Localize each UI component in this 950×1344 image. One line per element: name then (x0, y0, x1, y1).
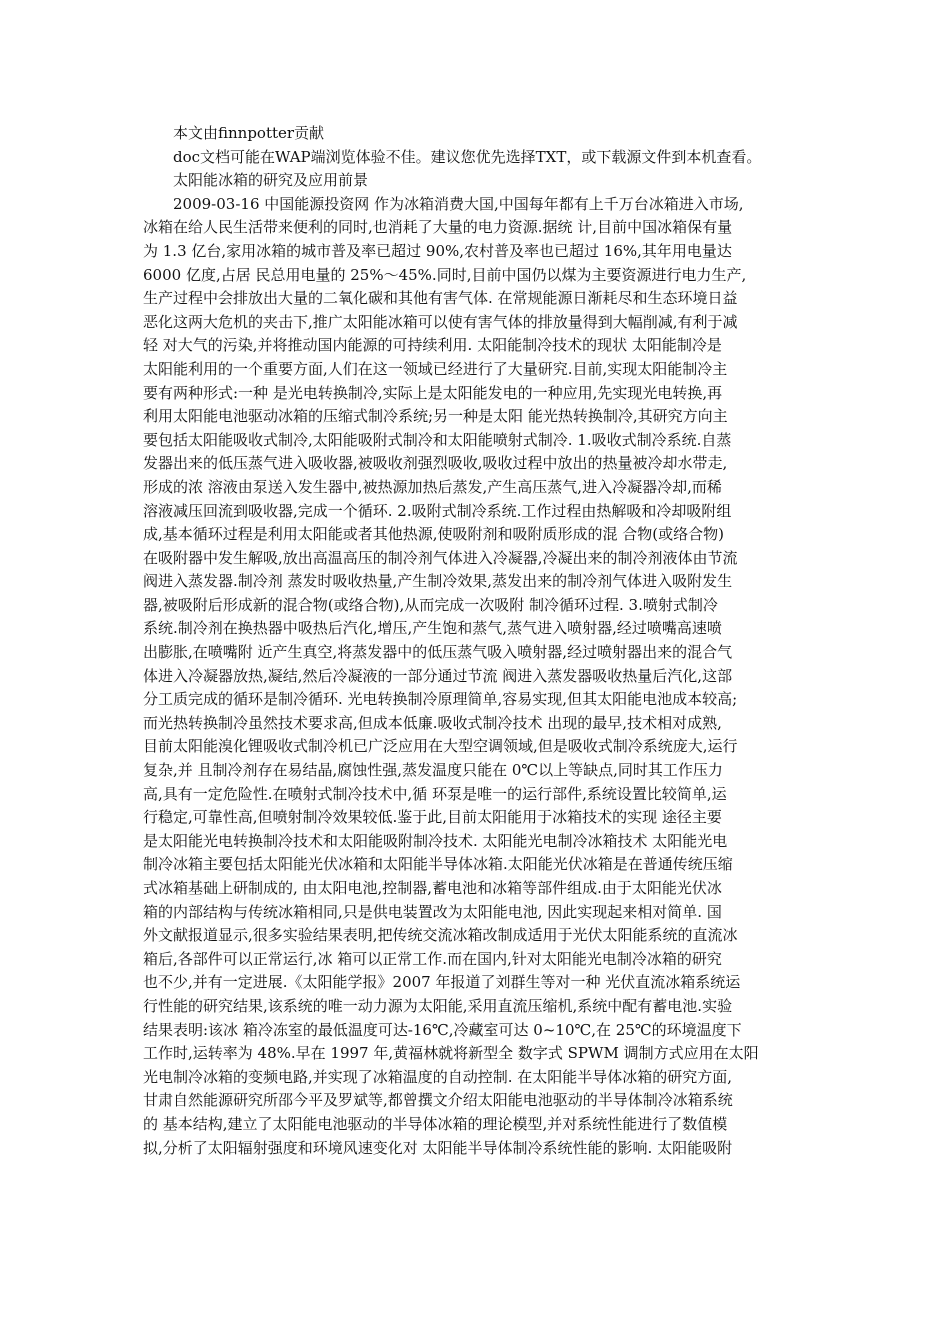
body-text-line: 6000 亿度,占居 民总用电量的 25%～45%.同时,目前中国仍以煤为主要资源进行电力生产, (143, 265, 747, 284)
body-text-line: 生产过程中会排放出大量的二氧化碳和其他有害气体. 在常规能源日渐耗尽和生态环境日益 (143, 289, 738, 308)
body-text-line: 为 1.3 亿台,家用冰箱的城市普及率已超过 90%,农村普及率也已超过 16%,其年用电量达 (143, 241, 732, 260)
body-text-line: 而光热转换制冷虽然技术要求高,但成本低廉.吸收式制冷技术 出现的最早,技术相对成熟, (143, 713, 722, 732)
body-text-line: 工作时,运转率为 48%.早在 1997 年,黄福林就将新型全 数字式 SPWM 调制方式应用在太阳 (143, 1044, 759, 1063)
body-text-line: 的 基本结构,建立了太阳能电池驱动的半导体冰箱的理论模型,并对系统性能进行了数值模 (143, 1114, 728, 1133)
body-text-line: 分工质完成的循环是制冷循环. 光电转换制冷原理简单,容易实现,但其太阳能电池成本较高; (143, 690, 738, 709)
body-text-line: 系统.制冷剂在换热器中吸热后汽化,增压,产生饱和蒸气,蒸气进入喷射器,经过喷嘴高速喷 (143, 619, 722, 638)
body-text-line: 光电制冷冰箱的变频电路,并实现了冰箱温度的自动控制. 在太阳能半导体冰箱的研究方面, (143, 1067, 733, 1086)
body-text-line: 箱后,各部件可以正常运行,冰 箱可以正常工作.而在国内,针对太阳能光电制冷冰箱的研究 (143, 949, 722, 968)
body-text-line: 阀进入蒸发器.制冷剂 蒸发时吸收热量,产生制冷效果,蒸发出来的制冷剂气体进入吸附发生 (143, 572, 733, 591)
format-notice: doc文档可能在WAP端浏览体验不佳。建议您优先选择TXT，或下载源文件到本机查看。 (173, 147, 762, 166)
body-text-line: 在吸附器中发生解吸,放出高温高压的制冷剂气体进入冷凝器,冷凝出来的制冷剂液体由节流 (143, 548, 738, 567)
body-text-line: 2009-03-16 中国能源投资网 作为冰箱消费大国,中国每年都有上千万台冰箱进入市场, (173, 194, 744, 213)
body-text-line: 冰箱在给人民生活带来便利的同时,也消耗了大量的电力资源.据统 计,目前中国冰箱保有量 (143, 218, 733, 237)
body-text-line: 利用太阳能电池驱动冰箱的压缩式制冷系统;另一种是太阳 能光热转换制冷,其研究方向主 (143, 407, 728, 426)
body-text-line: 是太阳能光电转换制冷技术和太阳能吸附制冷技术. 太阳能光电制冷冰箱技术 太阳能光电 (143, 831, 728, 850)
body-text-line: 甘肃自然能源研究所邵今平及罗斌等,都曾撰文介绍太阳能电池驱动的半导体制冷冰箱系统 (143, 1091, 733, 1110)
body-text-line: 复杂,并 且制冷剂存在易结晶,腐蚀性强,蒸发温度只能在 0℃以上等缺点,同时其工作压力 (143, 761, 723, 780)
article-body (143, 193, 811, 1160)
document-page (143, 122, 811, 1160)
body-text-line: 外文献报道显示,很多实验结果表明,把传统交流冰箱改制成适用于光伏太阳能系统的直流冰 (143, 926, 738, 945)
contributor-line: 本文由finnpotter贡献 (173, 124, 325, 142)
body-text-line: 发器出来的低压蒸气进入吸收器,被吸收剂强烈吸收,吸收过程中放出的热量被冷却水带走, (143, 454, 728, 473)
body-text-line: 箱的内部结构与传统冰箱相同,只是供电装置改为太阳能电池, 因此实现起来相对简单. 国 (143, 902, 722, 921)
document-title: 太阳能冰箱的研究及应用前景 (173, 171, 369, 190)
body-text-line: 出膨胀,在喷嘴附 近产生真空,将蒸发器中的低压蒸气吸入喷射器,经过喷射器出来的混合气 (143, 643, 733, 662)
body-text-line: 器,被吸附后形成新的混合物(或络合物),从而完成一次吸附 制冷循环过程. 3.喷射式制冷 (143, 595, 718, 614)
body-text-line: 要有两种形式:一种 是光电转换制冷,实际上是太阳能发电的一种应用,先实现光电转换,再 (143, 383, 723, 402)
body-text-line: 结果表明:该冰 箱冷冻室的最低温度可达-16℃,冷藏室可达 0~10℃,在 25℃的环境温度下 (143, 1020, 742, 1039)
body-text-line: 太阳能利用的一个重要方面,人们在这一领域已经进行了大量研究.目前,实现太阳能制冷主 (143, 359, 728, 378)
body-text-line: 也不少,并有一定进展.《太阳能学报》2007 年报道了刘群生等对一种 光伏直流冰箱系统运 (143, 973, 741, 992)
body-text-line: 拟,分析了太阳辐射强度和环境风速变化对 太阳能半导体制冷系统性能的影响. 太阳能吸附 (143, 1138, 733, 1157)
body-text-line: 轻 对大气的污染,并将推动国内能源的可持续利用. 太阳能制冷技术的现状 太阳能制冷是 (143, 336, 722, 355)
body-text-line: 体进入冷凝器放热,凝结,然后冷凝液的一部分通过节流 阀进入蒸发器吸收热量后汽化,这部 (143, 666, 733, 685)
body-text-line: 行稳定,可靠性高,但喷射制冷效果较低.鉴于此,目前太阳能用于冰箱技术的实现 途径主要 (143, 808, 722, 827)
body-text-line: 形成的浓 溶液由泵送入发生器中,被热源加热后蒸发,产生高压蒸气,进入冷凝器冷却,而稀 (143, 477, 722, 496)
body-text-line: 式冰箱基础上研制成的, 由太阳电池,控制器,蓄电池和冰箱等部件组成.由于太阳能光伏冰 (143, 879, 722, 897)
body-text-line: 要包括太阳能吸收式制冷,太阳能吸附式制冷和太阳能喷射式制冷. 1.吸收式制冷系统.自蒸 (143, 430, 732, 449)
body-text-line: 高,具有一定危险性.在喷射式制冷技术中,循 环泵是唯一的运行部件,系统设置比较简单,运 (143, 784, 727, 803)
body-text-line: 目前太阳能溴化锂吸收式制冷机已广泛应用在大型空调领域,但是吸收式制冷系统庞大,运行 (143, 737, 738, 756)
body-text-line: 行性能的研究结果,该系统的唯一动力源为太阳能,采用直流压缩机,系统中配有蓄电池.实验 (143, 996, 733, 1015)
body-text-line: 恶化这两大危机的夹击下,推广太阳能冰箱可以使有害气体的排放量得到大幅削减,有利于减 (143, 312, 738, 331)
body-text-line: 成,基本循环过程是利用太阳能或者其他热源,使吸附剂和吸附质形成的混 合物(或络合物) (143, 525, 725, 544)
body-text-line: 溶液减压回流到吸收器,完成一个循环. 2.吸附式制冷系统.工作过程由热解吸和冷却吸附组 (143, 501, 732, 520)
body-text-line: 制冷冰箱主要包括太阳能光伏冰箱和太阳能半导体冰箱.太阳能光伏冰箱是在普通传统压缩 (143, 855, 733, 874)
